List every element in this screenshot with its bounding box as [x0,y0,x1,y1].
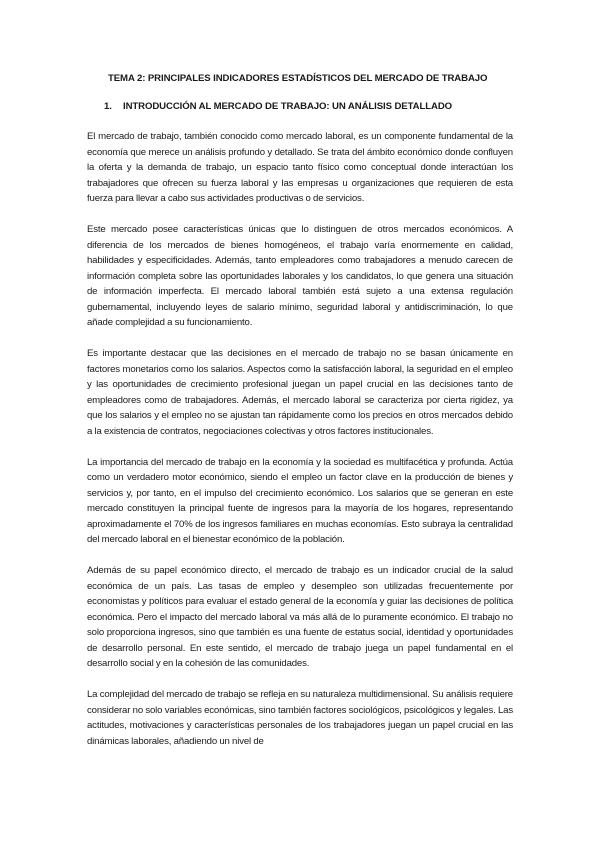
paragraph-2: Este mercado posee características únicas que lo distinguen de otros mercados económicos. A diferencia de los mercados de bienes homogéneos, el trabajo varía enormemente en calidad, habilidades y especificidades. Además, tanto empleadores como trabajadores a menudo carecen de información completa sobre las oportunidades laborales y los candidatos, lo que genera una situación de información imperfecta. El mercado laboral también está sujeto a una extensa regulación gubernamental, incluyendo leyes de salario mínimo, seguridad laboral y antidiscriminación, lo que añade complejidad a su funcionamiento. [87,224,513,328]
section-heading [104,101,452,112]
section-title: INTRODUCCIÓN AL MERCADO DE TRABAJO: UN ANÁLISIS DETALLADO [123,101,453,112]
paragraph-3: Es importante destacar que las decisiones en el mercado de trabajo no se basan únicamente en factores monetarios como los salarios. Aspectos como la satisfacción laboral, la seguridad en el empleo y las oportunidades de crecimiento profesional juegan un papel crucial en las decisiones tanto de empleadores como de trabajadores. Además, el mercado laboral se caracteriza por cierta rigidez, ya que los salarios y el empleo no se ajustan tan rápidamente como los precios en otros mercados debido a la existencia de contratos, negociaciones colectivas y otros factores institucionales. [87,348,513,437]
document-body [87,129,513,765]
paragraph-5: Además de su papel económico directo, el mercado de trabajo es un indicador crucial de la salud económica de un país. Las tasas de empleo y desempleo son utilizadas frecuentemente por economistas y políticos para evaluar el estado general de la economía y guiar las decisiones de política económica. Pero el impacto del mercado laboral va más allá de lo puramente económico. El trabajo no solo proporciona ingresos, sino que también es una fuente de estatus social, identidad y oportunidades de desarrollo personal. En este sentido, el mercado de trabajo juega un papel fundamental en el desarrollo social y en la cohesión de las comunidades. [87,565,513,669]
section-number: 1. [104,101,112,112]
document-title: TEMA 2: PRINCIPALES INDICADORES ESTADÍSTICOS DEL MERCADO DE TRABAJO [108,73,488,84]
paragraph-6: La complejidad del mercado de trabajo se refleja en su naturaleza multidimensional. Su análisis requiere considerar no solo variables económicas, sino también factores sociológicos, psicológicos y legales. Las actitudes, motivaciones y características personales de los trabajadores juegan un papel crucial en las dinámicas laborales, añadiendo un nivel de [87,689,513,747]
paragraph-1: El mercado de trabajo, también conocido como mercado laboral, es un componente fundamental de la economía que merece un análisis profundo y detallado. Se trata del ámbito económico donde confluyen la oferta y la demanda de trabajo, un espacio tanto físico como conceptual donde interactúan los trabajadores que ofrecen su fuerza laboral y las empresas u organizaciones que requieren de esta fuerza para llevar a cabo sus actividades productivas o de servicios. [87,131,513,204]
paragraph-4: La importancia del mercado de trabajo en la economía y la sociedad es multifacética y profunda. Actúa como un verdadero motor económico, siendo el empleo un factor clave en la producción de bienes y servicios y, por tanto, en el impulso del crecimiento económico. Los salarios que se generan en este mercado constituyen la principal fuente de ingresos para la mayoría de los hogares, representando aproximadamente el 70% de los ingresos familiares en muchas economías. Esto subraya la centralidad del mercado laboral en el bienestar económico de la población. [87,456,513,545]
